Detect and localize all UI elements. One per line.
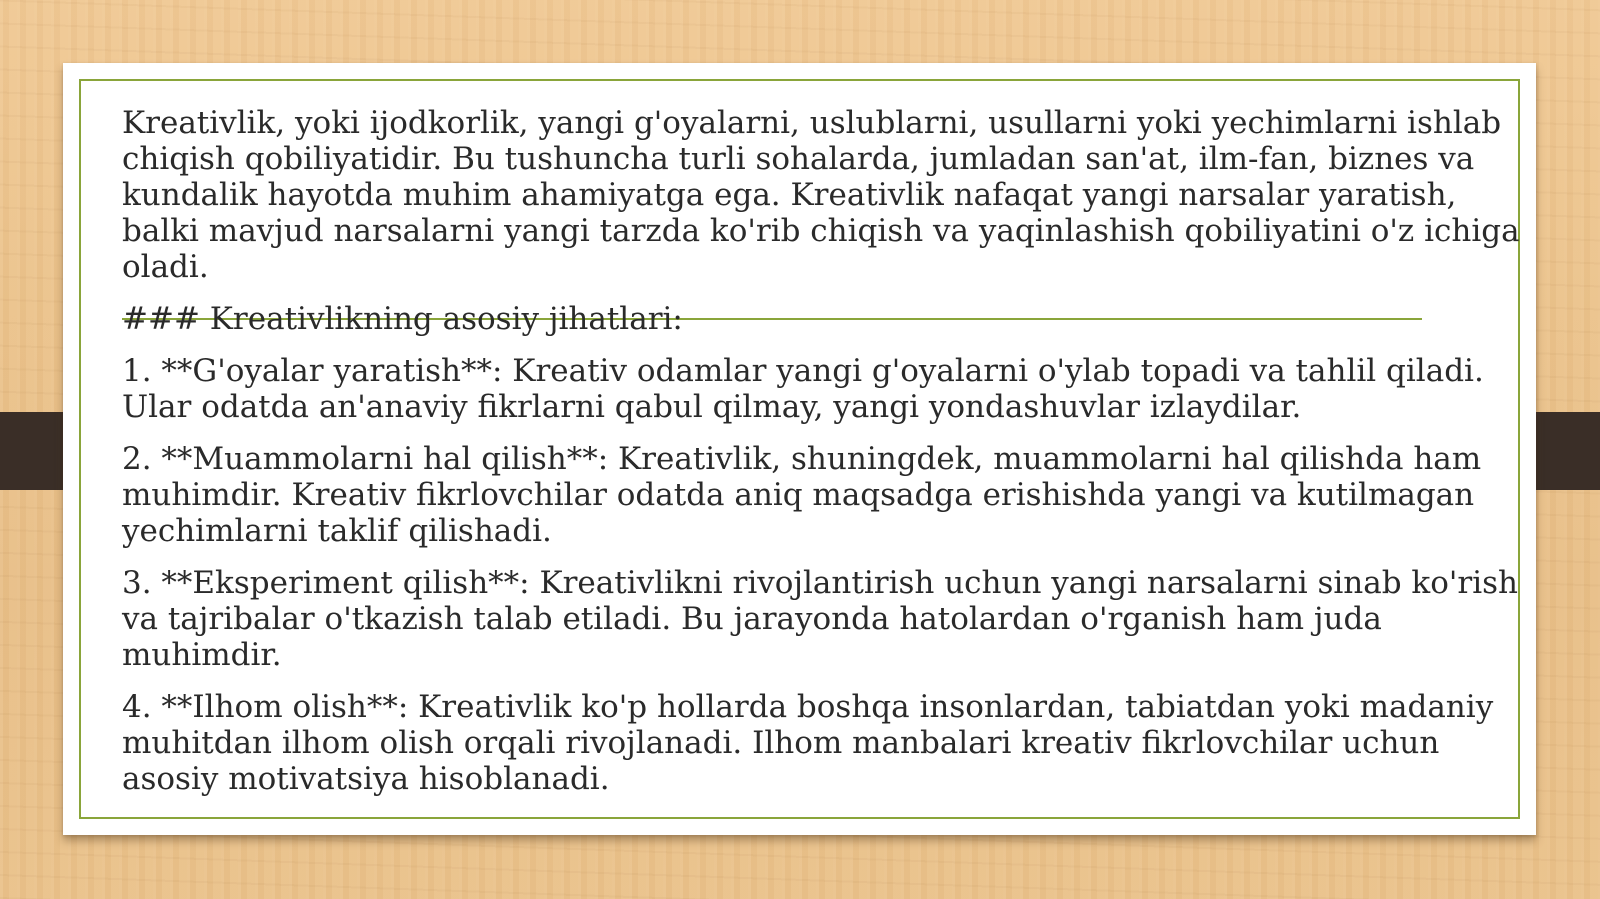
list-item: 4. **Ilhom olish**: Kreativlik ko'p hollarda boshqa insonlardan, tabiatdan yoki madaniy muhitdan ilhom olish orqali rivojlanadi. Ilhom manbalari kreativ fikrlovchilar uchun asosiy motivatsiya hisoblanadi. [122, 689, 1494, 797]
slide-card [63, 63, 1536, 835]
slide-content [122, 105, 1522, 813]
list-item: 2. **Muammolarni hal qilish**: Kreativlik, shuningdek, muammolarni hal qilishda ham muhimdir. Kreativ fikrlovchilar odatda aniq maqsadga erishishda yangi va kutilmagan yechimlarni taklif qilishadi. [122, 441, 1482, 549]
section-heading: ### Kreativlikning asosiy jihatlari: [122, 301, 683, 337]
list-item: 3. **Eksperiment qilish**: Kreativlikni rivojlantirish uchun yangi narsalarni sinab ko'rish va tajribalar o'tkazish talab etiladi. Bu jarayonda hatolardan o'rganish ham juda muhimdir. [122, 565, 1519, 673]
list-item: 1. **G'oyalar yaratish**: Kreativ odamlar yangi g'oyalarni o'ylab topadi va tahlil qiladi. Ular odatda an'anaviy fikrlarni qabul qilmay, yangi yondashuvlar izlaydilar. [122, 353, 1484, 425]
intro-paragraph: Kreativlik, yoki ijodkorlik, yangi g'oyalarni, uslublarni, usullarni yoki yechimlarni ishlab chiqish qobiliyatidir. Bu tushuncha turli sohalarda, jumladan san'at, ilm-fan, biznes va kundalik hayotda muhim ahamiyatga ega. Kreativlik nafaqat yangi narsalar yaratish, balki mavjud narsalarni yangi tarzda ko'rib chiqish va yaqinlashish qobiliyatini o'z ichiga oladi. [122, 105, 1520, 285]
section-heading-row [122, 301, 1522, 337]
